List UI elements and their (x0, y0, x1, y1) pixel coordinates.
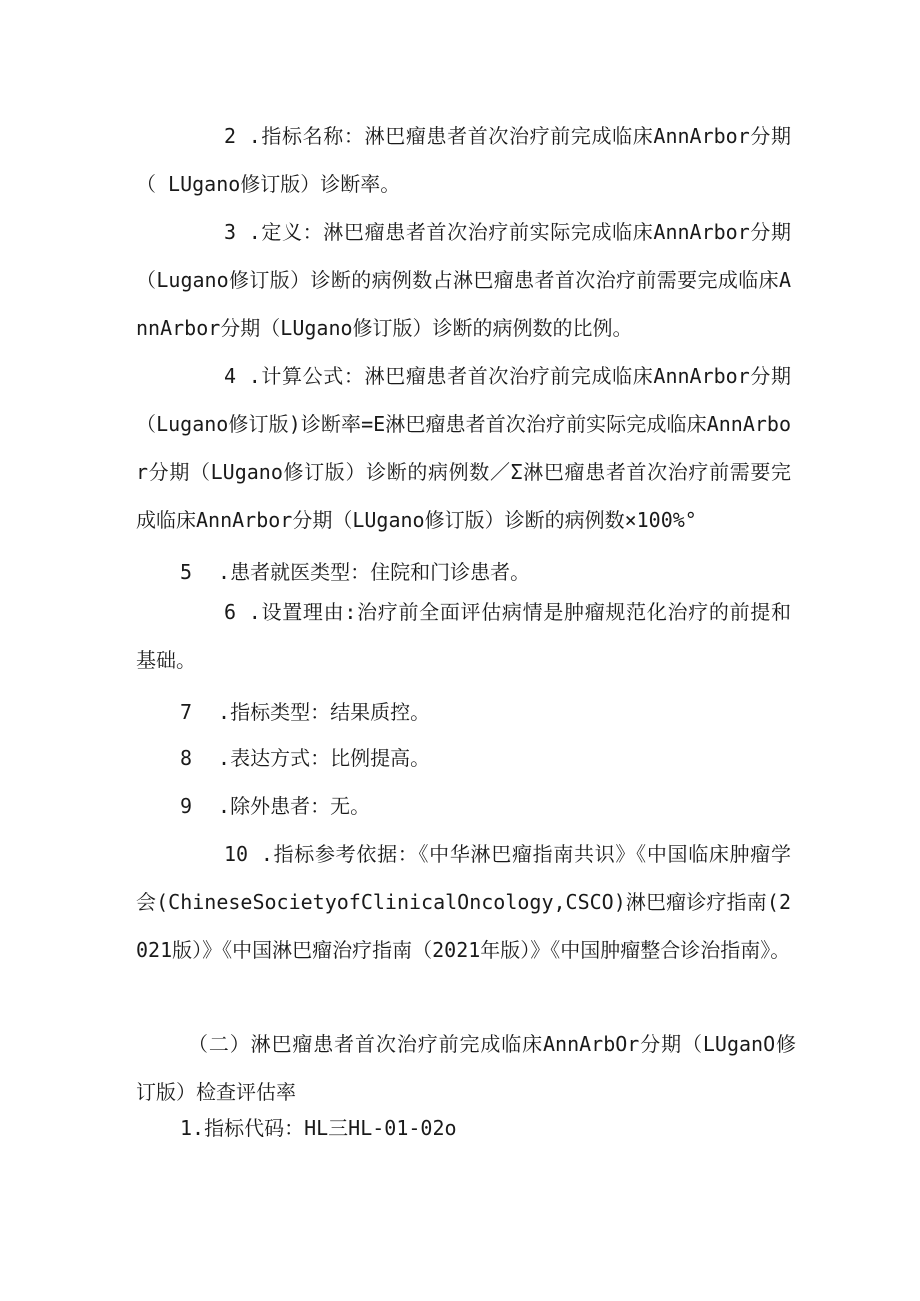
paragraph-item-9 (180, 782, 800, 830)
item-text: .指标名称：淋巴瘤患者首次治疗前完成临床AnnArbor分期（ LUgano修订版）诊断率。 (136, 124, 792, 196)
item-number: 3 (224, 220, 237, 244)
item-text: .指标参考依据：《中华淋巴瘤指南共识》《中国临床肿瘤学会(ChineseSocietyofClinicalOncology,CSCO)淋巴瘤诊疗指南(2021版）》《中国淋巴瘤治疗指南（2021年版）》《中国肿瘤整合诊治指南》。 (136, 842, 792, 962)
item-number: 7 (180, 700, 193, 724)
item-text: .定义：淋巴瘤患者首次治疗前实际完成临床AnnArbor分期（Lugano修订版）诊断的病例数占淋巴瘤患者首次治疗前需要完成临床AnnArbor分期（LUgano修订版）诊断的病例数的比例。 (136, 220, 792, 340)
section-heading: （二）淋巴瘤患者首次治疗前完成临床AnnArbOr分期（LUganO修订版）检查评估率 (136, 1032, 796, 1104)
paragraph-item-8 (180, 734, 800, 782)
item-text: .除外患者：无。 (218, 794, 371, 818)
indicator-code-line: 1.指标代码：HL三HL-01-02o (180, 1116, 457, 1140)
item-number: 4 (224, 364, 237, 388)
item-number: 9 (180, 794, 193, 818)
item-text: .患者就医类型：住院和门诊患者。 (218, 560, 531, 584)
item-text: .设置理由:治疗前全面评估病情是肿瘤规范化治疗的前提和基础。 (136, 600, 791, 672)
item-text: .指标类型：结果质控。 (218, 700, 431, 724)
item-number: 5 (180, 560, 193, 584)
paragraph-item-2 (136, 112, 791, 208)
paragraph-item-7 (180, 688, 800, 736)
item-number: 6 (224, 600, 237, 624)
item-number: 10 (224, 842, 249, 866)
paragraph-item-10 (136, 830, 791, 974)
paragraph-item-4 (136, 352, 791, 544)
item-text: .表达方式：比例提高。 (218, 746, 431, 770)
item-text: .计算公式：淋巴瘤患者首次治疗前完成临床AnnArbor分期（Lugano修订版)诊断率=E淋巴瘤患者首次治疗前实际完成临床AnnArbor分期（LUgano修订版）诊断的病例数／Σ淋巴瘤患者首次治疗前需要完成临床AnnArbor分期（LUgano修订版）诊断的病例数×100%° (136, 364, 792, 532)
paragraph-item-3 (136, 208, 791, 352)
item-number: 2 (224, 124, 237, 148)
paragraph-item-6 (136, 588, 791, 684)
item-number: 8 (180, 746, 193, 770)
